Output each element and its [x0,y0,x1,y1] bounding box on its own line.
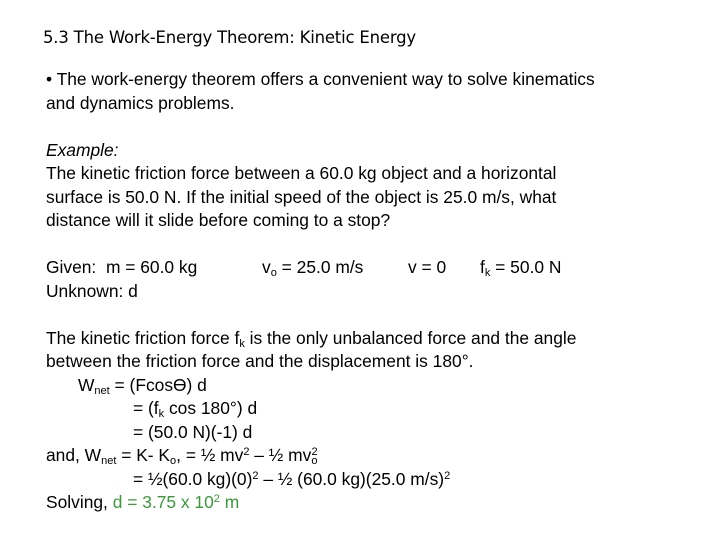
given-final-speed: v = 0 [408,257,447,277]
unknown-line: Unknown: d [46,280,138,301]
mass-value: m = 60.0 kg [105,257,198,277]
spacer [46,115,696,139]
intro-text-1: The work-energy theorem offers a convenient way to solve kinematics [56,69,595,89]
given-initial-speed: $v_o = 25.0$ m/s [262,257,364,279]
example-line-1: The kinetic friction force between a 60.0 kg object and a horizontal [46,163,557,183]
slide-title: 5.3 The Work-Energy Theorem: Kinetic Energy [43,28,416,47]
explanation-line-1: The kinetic friction force $f_k$ is the only unbalanced force and the angle [46,327,577,350]
equation-5: = ½(60.0 $kg)(0)^2$ – ½ (60.0 kg)(25.0 m/s)$^2$ [133,468,451,489]
intro-line-2: and dynamics problems. [46,92,235,113]
given-friction-force: $f_k = 50.0$ N [480,257,562,279]
given-row [46,256,696,280]
spacer [46,233,696,257]
example-line-3: distance will it slide before coming to a stop? [46,210,391,230]
solution-line: Solving, d = 3.75 x $10^2$ m [46,492,240,512]
explanation-line-2: between the friction force and the displacement is 180°. [46,351,474,371]
equation-2: = ($f_k$ cos 180°) d [133,398,258,420]
given-label: Given: [46,257,97,277]
equation-4: and, $W_{net} = K-$ $K_o$, = ½ $mv^2$ – ½ $mv_o^2$ [46,445,318,467]
example-heading: Example: [46,139,119,160]
given-mass [46,256,197,280]
equation-1: $W_{net} = (Fcosϴ)$ d [78,374,207,397]
spacer [46,303,696,327]
intro-line-1 [46,68,696,92]
answer-value: d = 3.75 x $10^2$ m [112,492,240,512]
equation-3: = (50.0 N)(-1) d [133,421,253,442]
bullet-icon: • [46,69,53,89]
example-line-2: surface is 50.0 N. If the initial speed of the object is 25.0 m/s, what [46,186,557,207]
slide-body [46,68,696,515]
